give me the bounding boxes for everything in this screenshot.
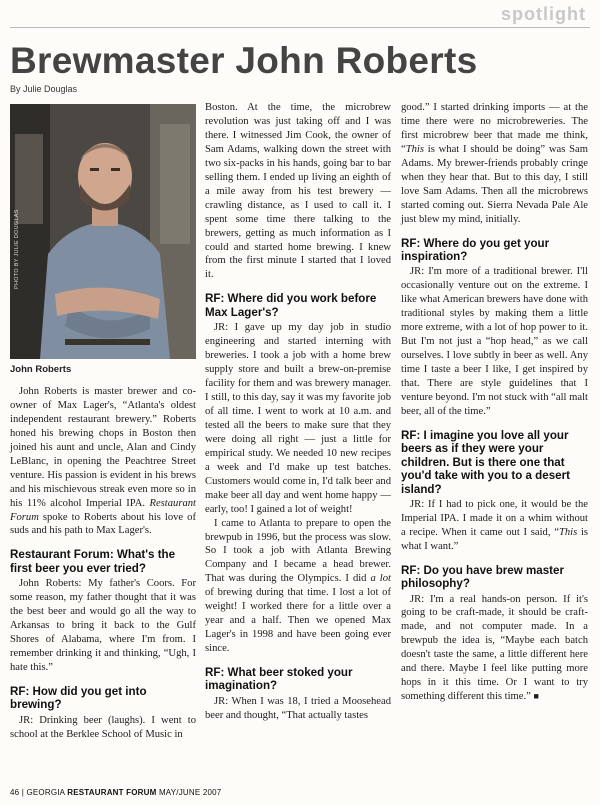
- answer-1: John Roberts: My father's Coors. For some reason, my father thought that it was the best beer and would go all the way to Arkansas to bring it back to the Gulf Shores of Alabama, where I'm from. I remember drinking it and thinking, “Ugh, I hate this.”: [10, 578, 196, 673]
- question-5: RF: Where do you get your inspiration?: [401, 236, 550, 263]
- question-1: Restaurant Forum: What's the first beer you ever tried?: [10, 548, 176, 575]
- answer-6-text-a: JR: If I had to pick one, it would be the Imperial IPA. I made it on a whim without a recipe. When it came out I said, “: [401, 498, 588, 538]
- intro-tail: spoke to Roberts about his love of suds and his path to Max Lager's.: [10, 511, 196, 537]
- answer-3-text-b: of brewing during that time. I lost a lot of weight! I worked there for a little over a year and a half. Then we opened Max Lager's in 1998 and have been going ever since.: [205, 587, 391, 655]
- intro-paragraph: [10, 385, 196, 538]
- answer-4-emphasis: This: [405, 143, 424, 155]
- answer-4-text-a: JR: When I was 18, I tried a Moosehead beer and thought, “That actually tastes: [205, 695, 391, 721]
- magazine-name-bold: RESTAURANT FORUM: [67, 788, 157, 797]
- answer-6-emphasis: This: [558, 526, 578, 538]
- issue-date: MAY/JUNE 2007: [158, 788, 222, 797]
- footer-separator: |: [21, 788, 25, 797]
- header-rule: [10, 27, 590, 28]
- article-headline: Brewmaster John Roberts: [10, 40, 478, 81]
- portrait-illustration: [10, 104, 196, 359]
- answer-3-text-a: I came to Atlanta to prepare to open the brewpub in 1996, but the process was slow. So I took a job with Atlanta Brewing Company and I became a head brewer. That was during the Olympics. I did: [205, 517, 391, 585]
- publication-name: Restaurant Forum: [10, 497, 196, 523]
- answer-3-emphasis: a lot: [370, 573, 391, 585]
- end-mark-icon: ■: [533, 691, 539, 702]
- photo-credit: PHOTO BY JULIE DOUGLAS: [14, 209, 20, 289]
- answer-7-text: JR: I'm a real hands-on person. If it's going to be craft-made, it should be craft-made, and not computer made. In a brewpub the idea is, “Maybe each batch doesn't taste the same, a little different here and there. Maybe I feel like putting more hops in it this time. Or I want to try something different this time.”: [401, 593, 588, 703]
- column-1: [10, 104, 196, 742]
- answer-6: [401, 498, 588, 554]
- question-6: RF: I imagine you love all your beers as if they were your children. But is there one that you'd take with you to a desert island?: [401, 428, 570, 496]
- answer-2-continued: Boston. At the time, the microbrew revolution was just taking off and I was there. I witnessed Jim Cook, the owner of Sam Adams, walking down the street with two six-packs in his hands, going bar to bar selling them. I ended up living an eighth of a mile away from his test brewery — crawling distance, as I used to call it. I spent some time there talking to the brewers, getting as much information as I could and started home brewing. I knew from the first minute I started that I loved it.: [205, 102, 391, 281]
- answer-6-text-b: is what I want.”: [401, 526, 589, 552]
- photo-caption: John Roberts: [10, 364, 72, 375]
- answer-7: [401, 593, 588, 705]
- question-2: RF: How did you get into brewing?: [10, 684, 147, 712]
- portrait-photo: [10, 104, 196, 359]
- answer-3-paragraph-2: [205, 517, 391, 657]
- answer-4-cont-a: good.” I started drinking imports — at the time there were no microbreweries. The first microbrew beer that made me think, “: [401, 102, 588, 155]
- page-number: 46: [10, 788, 20, 797]
- column-2: [205, 101, 391, 723]
- answer-2-start: JR: Drinking beer (laughs). I went to school at the Berklee School of Music in: [10, 714, 196, 740]
- intro-text: John Roberts is master brewer and co-owner of Max Lager's, “Atlanta's oldest independent restaurant brewery.” Roberts honed his brewing chops in Boston then joined his aunt and uncle, Alan and Cindy LeBlanc, in opening the Peachtree Street venture. His passion is evident in his brews and his mischievous streak even more so in his 11% alcohol Imperial IPA.: [10, 385, 196, 509]
- question-4: RF: What beer stoked your imagination?: [205, 666, 353, 693]
- answer-5: JR: I'm more of a traditional brewer. I'll occasionally venture out on the extreme. I like what American brewers have done with traditional styles by making them a little more extreme, with a lot of hop power to it. But I'm not just a “hop head,” as we call ourselves. I love subtly in beer as well. Any time I taste a beer I like, I get inspired by that. There are style guidelines that I venture beyond. I'm not stuck with “all malt beer, all of the time.”: [401, 266, 588, 417]
- answer-4-continued: [401, 101, 588, 227]
- answer-3-paragraph-1: JR: I gave up my day job in studio engineering and started interning with breweries. I took a job with a home brew supply store and built a brew-on-premise facility for them and was brewery manager. I still, to this day, say it was my favorite job of all time. I went to work at 10 a.m. and tested all the beers to make sure that they were doing all right — just a little for empirical study. We needed 10 new recipes a week and I'd make up test batches. Customers would come in, I'd talk beer and make beer all day and went home happy — early, too! I gained a lot of weight!: [205, 322, 391, 515]
- answer-4-text-b: is what I should be doing” was Sam Adams. My brewer-friends probably cringe when they hear that. But to this day, I still love Sam Adams. Then all the microbrews started coming out. Sierra Nevada Pale Ale just blew my mind, initially.: [401, 143, 588, 225]
- column-3: [401, 101, 588, 704]
- byline: By Julie Douglas: [10, 84, 78, 94]
- section-tag: spotlight: [501, 4, 586, 24]
- page-footer: [10, 788, 590, 797]
- magazine-name-light: GEORGIA: [26, 788, 65, 797]
- question-7: RF: Do you have brew master philosophy?: [401, 563, 564, 591]
- answer-4-start: [205, 695, 391, 723]
- question-3: RF: Where did you work before Max Lager's?: [205, 292, 377, 319]
